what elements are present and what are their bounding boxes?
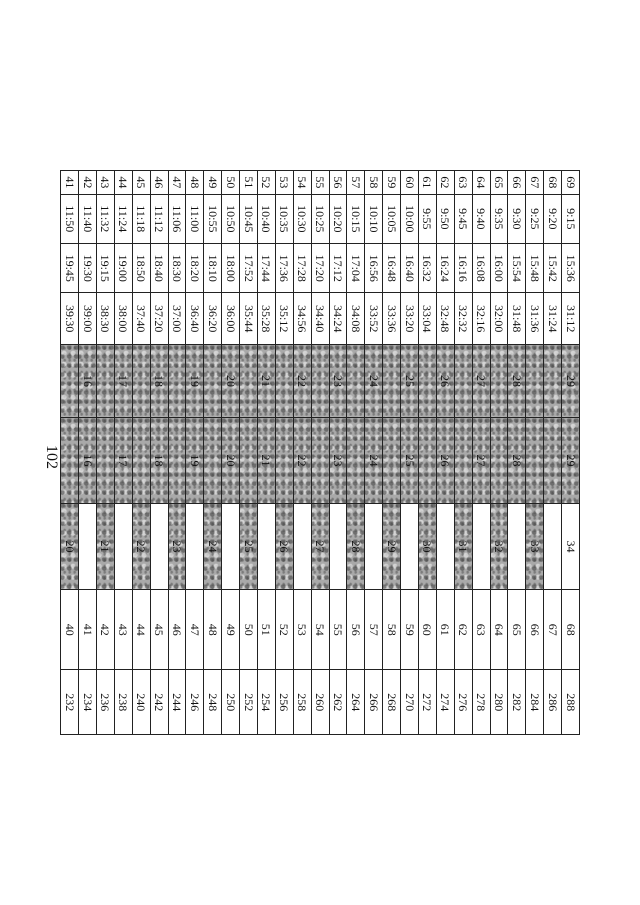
time-1-cell: 10:35 [275, 194, 293, 243]
time-2-cell: 18:00 [222, 244, 240, 293]
points-cell: 284 [526, 670, 544, 735]
score-a-cell [418, 345, 436, 418]
score-c-cell: 20 [61, 503, 79, 589]
points-cell: 258 [293, 670, 311, 735]
time-3-cell: 34:40 [311, 293, 329, 345]
time-3-cell: 32:32 [454, 293, 472, 345]
time-3-cell: 31:48 [508, 293, 526, 345]
score-table [60, 170, 580, 735]
score-d-cell: 58 [383, 589, 401, 670]
score-a-cell: 25 [401, 345, 419, 418]
points-cell: 236 [96, 670, 114, 735]
time-1-cell: 11:40 [79, 194, 97, 243]
score-a-cell [544, 345, 562, 418]
score-a-cell [132, 345, 150, 418]
row-number-cell: 54 [293, 171, 311, 195]
score-c-cell: 27 [311, 503, 329, 589]
score-a-cell: 16 [79, 345, 97, 418]
time-1-cell: 11:50 [61, 194, 79, 243]
points-cell: 288 [562, 670, 580, 735]
score-b-cell [168, 418, 186, 504]
score-b-cell: 22 [293, 418, 311, 504]
score-c-cell [401, 503, 419, 589]
score-a-cell [383, 345, 401, 418]
row-number-cell: 63 [454, 171, 472, 195]
score-a-cell [96, 345, 114, 418]
score-b-cell: 25 [401, 418, 419, 504]
table-row [168, 171, 186, 735]
table-row [79, 171, 97, 735]
table-row [150, 171, 168, 735]
score-d-cell: 49 [222, 589, 240, 670]
row-number-cell: 55 [311, 171, 329, 195]
score-d-cell: 40 [61, 589, 79, 670]
time-1-cell: 10:00 [401, 194, 419, 243]
score-c-cell [79, 503, 97, 589]
time-3-cell: 38:30 [96, 293, 114, 345]
time-1-cell: 10:10 [365, 194, 383, 243]
points-cell: 254 [257, 670, 275, 735]
score-d-cell: 43 [114, 589, 132, 670]
time-2-cell: 15:54 [508, 244, 526, 293]
row-number-cell: 66 [508, 171, 526, 195]
score-table-rotated [60, 170, 580, 735]
time-1-cell: 10:45 [240, 194, 258, 243]
time-2-cell: 16:32 [418, 244, 436, 293]
points-cell: 252 [240, 670, 258, 735]
time-3-cell: 37:20 [150, 293, 168, 345]
score-b-cell: 27 [472, 418, 490, 504]
row-number-cell: 50 [222, 171, 240, 195]
row-number-cell: 65 [490, 171, 508, 195]
score-c-cell: 29 [383, 503, 401, 589]
row-number-cell: 68 [544, 171, 562, 195]
score-d-cell: 50 [240, 589, 258, 670]
time-1-cell: 9:20 [544, 194, 562, 243]
score-c-cell: 34 [562, 503, 580, 589]
score-a-cell: 18 [150, 345, 168, 418]
row-number-cell: 67 [526, 171, 544, 195]
time-2-cell: 17:28 [293, 244, 311, 293]
score-c-cell [293, 503, 311, 589]
score-table-container [60, 170, 580, 735]
time-1-cell: 10:50 [222, 194, 240, 243]
row-number-cell: 46 [150, 171, 168, 195]
score-d-cell: 47 [186, 589, 204, 670]
row-number-cell: 47 [168, 171, 186, 195]
points-cell: 250 [222, 670, 240, 735]
table-row [418, 171, 436, 735]
score-b-cell [204, 418, 222, 504]
time-2-cell: 16:16 [454, 244, 472, 293]
time-1-cell: 9:55 [418, 194, 436, 243]
score-d-cell: 41 [79, 589, 97, 670]
time-2-cell: 17:36 [275, 244, 293, 293]
score-d-cell: 62 [454, 589, 472, 670]
points-cell: 262 [329, 670, 347, 735]
score-b-cell [347, 418, 365, 504]
time-1-cell: 9:45 [454, 194, 472, 243]
score-a-cell [61, 345, 79, 418]
time-3-cell: 32:48 [436, 293, 454, 345]
row-number-cell: 49 [204, 171, 222, 195]
time-2-cell: 19:15 [96, 244, 114, 293]
score-b-cell [454, 418, 472, 504]
score-b-cell [61, 418, 79, 504]
row-number-cell: 60 [401, 171, 419, 195]
time-3-cell: 33:36 [383, 293, 401, 345]
score-d-cell: 46 [168, 589, 186, 670]
time-3-cell: 37:00 [168, 293, 186, 345]
points-cell: 264 [347, 670, 365, 735]
score-a-cell: 22 [293, 345, 311, 418]
time-2-cell: 18:50 [132, 244, 150, 293]
score-c-cell: 31 [454, 503, 472, 589]
score-a-cell: 23 [329, 345, 347, 418]
score-a-cell: 26 [436, 345, 454, 418]
score-a-cell: 20 [222, 345, 240, 418]
row-number-cell: 58 [365, 171, 383, 195]
time-2-cell: 15:36 [562, 244, 580, 293]
time-1-cell: 9:35 [490, 194, 508, 243]
time-3-cell: 38:00 [114, 293, 132, 345]
row-number-cell: 43 [96, 171, 114, 195]
score-d-cell: 57 [365, 589, 383, 670]
score-b-cell [240, 418, 258, 504]
score-d-cell: 59 [401, 589, 419, 670]
score-c-cell [114, 503, 132, 589]
row-number-cell: 41 [61, 171, 79, 195]
points-cell: 272 [418, 670, 436, 735]
time-3-cell: 37:40 [132, 293, 150, 345]
points-cell: 240 [132, 670, 150, 735]
score-c-cell: 30 [418, 503, 436, 589]
score-d-cell: 48 [204, 589, 222, 670]
score-c-cell [436, 503, 454, 589]
time-1-cell: 9:40 [472, 194, 490, 243]
table-row [132, 171, 150, 735]
score-b-cell [275, 418, 293, 504]
score-b-cell: 26 [436, 418, 454, 504]
time-2-cell: 18:30 [168, 244, 186, 293]
row-number-cell: 57 [347, 171, 365, 195]
row-number-cell: 42 [79, 171, 97, 195]
table-row [562, 171, 580, 735]
score-a-cell [347, 345, 365, 418]
table-row [544, 171, 562, 735]
time-1-cell: 10:15 [347, 194, 365, 243]
time-2-cell: 17:44 [257, 244, 275, 293]
table-row [257, 171, 275, 735]
table-row [240, 171, 258, 735]
time-3-cell: 31:24 [544, 293, 562, 345]
points-cell: 238 [114, 670, 132, 735]
score-b-cell [383, 418, 401, 504]
time-1-cell: 11:24 [114, 194, 132, 243]
score-c-cell: 26 [275, 503, 293, 589]
table-row [436, 171, 454, 735]
score-a-cell [275, 345, 293, 418]
row-number-cell: 69 [562, 171, 580, 195]
time-1-cell: 10:55 [204, 194, 222, 243]
time-3-cell: 39:00 [79, 293, 97, 345]
score-b-cell: 29 [562, 418, 580, 504]
points-cell: 266 [365, 670, 383, 735]
points-cell: 278 [472, 670, 490, 735]
row-number-cell: 44 [114, 171, 132, 195]
time-2-cell: 16:40 [401, 244, 419, 293]
points-cell: 270 [401, 670, 419, 735]
points-cell: 268 [383, 670, 401, 735]
table-row [186, 171, 204, 735]
score-d-cell: 44 [132, 589, 150, 670]
table-row [114, 171, 132, 735]
table-row [329, 171, 347, 735]
page-number: 102 [43, 445, 60, 469]
row-number-cell: 48 [186, 171, 204, 195]
time-3-cell: 33:52 [365, 293, 383, 345]
score-b-cell: 18 [150, 418, 168, 504]
score-c-cell [544, 503, 562, 589]
time-2-cell: 17:04 [347, 244, 365, 293]
table-row [204, 171, 222, 735]
time-2-cell: 17:52 [240, 244, 258, 293]
score-c-cell: 21 [96, 503, 114, 589]
row-number-cell: 61 [418, 171, 436, 195]
table-row [293, 171, 311, 735]
score-a-cell: 19 [186, 345, 204, 418]
time-3-cell: 32:16 [472, 293, 490, 345]
row-number-cell: 45 [132, 171, 150, 195]
time-3-cell: 31:12 [562, 293, 580, 345]
score-d-cell: 42 [96, 589, 114, 670]
table-row [490, 171, 508, 735]
score-a-cell [526, 345, 544, 418]
row-number-cell: 62 [436, 171, 454, 195]
time-1-cell: 11:06 [168, 194, 186, 243]
score-d-cell: 63 [472, 589, 490, 670]
time-3-cell: 34:08 [347, 293, 365, 345]
time-2-cell: 18:40 [150, 244, 168, 293]
score-b-cell [544, 418, 562, 504]
time-2-cell: 17:12 [329, 244, 347, 293]
score-d-cell: 65 [508, 589, 526, 670]
score-b-cell: 21 [257, 418, 275, 504]
score-a-cell [168, 345, 186, 418]
table-row [401, 171, 419, 735]
time-3-cell: 35:44 [240, 293, 258, 345]
score-b-cell [132, 418, 150, 504]
score-b-cell: 17 [114, 418, 132, 504]
score-a-cell: 17 [114, 345, 132, 418]
score-d-cell: 56 [347, 589, 365, 670]
points-cell: 260 [311, 670, 329, 735]
row-number-cell: 56 [329, 171, 347, 195]
score-a-cell: 28 [508, 345, 526, 418]
time-3-cell: 36:20 [204, 293, 222, 345]
row-number-cell: 64 [472, 171, 490, 195]
table-row [222, 171, 240, 735]
time-2-cell: 15:48 [526, 244, 544, 293]
time-3-cell: 39:30 [61, 293, 79, 345]
time-2-cell: 18:10 [204, 244, 222, 293]
time-1-cell: 10:20 [329, 194, 347, 243]
score-b-cell [490, 418, 508, 504]
score-a-cell: 24 [365, 345, 383, 418]
score-c-cell [508, 503, 526, 589]
score-c-cell [472, 503, 490, 589]
points-cell: 232 [61, 670, 79, 735]
score-d-cell: 55 [329, 589, 347, 670]
table-row [61, 171, 79, 735]
score-a-cell: 27 [472, 345, 490, 418]
points-cell: 256 [275, 670, 293, 735]
score-d-cell: 45 [150, 589, 168, 670]
table-row [526, 171, 544, 735]
score-d-cell: 68 [562, 589, 580, 670]
score-d-cell: 64 [490, 589, 508, 670]
score-a-cell [490, 345, 508, 418]
time-1-cell: 9:15 [562, 194, 580, 243]
score-b-cell: 20 [222, 418, 240, 504]
time-3-cell: 31:36 [526, 293, 544, 345]
score-table-body [61, 171, 580, 735]
score-b-cell [418, 418, 436, 504]
time-3-cell: 34:56 [293, 293, 311, 345]
table-row [472, 171, 490, 735]
score-b-cell [96, 418, 114, 504]
score-c-cell [329, 503, 347, 589]
time-2-cell: 17:20 [311, 244, 329, 293]
score-b-cell [526, 418, 544, 504]
score-c-cell: 24 [204, 503, 222, 589]
score-d-cell: 52 [275, 589, 293, 670]
score-b-cell: 19 [186, 418, 204, 504]
score-c-cell [186, 503, 204, 589]
table-row [365, 171, 383, 735]
time-2-cell: 19:45 [61, 244, 79, 293]
time-1-cell: 11:00 [186, 194, 204, 243]
row-number-cell: 59 [383, 171, 401, 195]
time-3-cell: 32:00 [490, 293, 508, 345]
points-cell: 282 [508, 670, 526, 735]
score-d-cell: 66 [526, 589, 544, 670]
score-d-cell: 51 [257, 589, 275, 670]
time-3-cell: 36:40 [186, 293, 204, 345]
row-number-cell: 52 [257, 171, 275, 195]
score-b-cell: 23 [329, 418, 347, 504]
time-2-cell: 16:56 [365, 244, 383, 293]
points-cell: 280 [490, 670, 508, 735]
points-cell: 234 [79, 670, 97, 735]
score-b-cell: 28 [508, 418, 526, 504]
score-c-cell: 25 [240, 503, 258, 589]
points-cell: 276 [454, 670, 472, 735]
time-2-cell: 16:00 [490, 244, 508, 293]
table-row [275, 171, 293, 735]
time-3-cell: 33:20 [401, 293, 419, 345]
row-number-cell: 53 [275, 171, 293, 195]
time-1-cell: 10:05 [383, 194, 401, 243]
time-1-cell: 10:40 [257, 194, 275, 243]
score-a-cell: 21 [257, 345, 275, 418]
score-a-cell: 29 [562, 345, 580, 418]
score-c-cell: 28 [347, 503, 365, 589]
table-row [311, 171, 329, 735]
points-cell: 244 [168, 670, 186, 735]
time-3-cell: 36:00 [222, 293, 240, 345]
time-2-cell: 19:00 [114, 244, 132, 293]
score-b-cell [311, 418, 329, 504]
score-c-cell: 22 [132, 503, 150, 589]
time-1-cell: 9:25 [526, 194, 544, 243]
score-c-cell [222, 503, 240, 589]
score-c-cell: 23 [168, 503, 186, 589]
score-d-cell: 60 [418, 589, 436, 670]
score-c-cell [150, 503, 168, 589]
table-row [347, 171, 365, 735]
score-a-cell [454, 345, 472, 418]
time-2-cell: 16:24 [436, 244, 454, 293]
score-a-cell [204, 345, 222, 418]
time-1-cell: 11:32 [96, 194, 114, 243]
points-cell: 242 [150, 670, 168, 735]
table-row [96, 171, 114, 735]
time-1-cell: 11:12 [150, 194, 168, 243]
score-d-cell: 53 [293, 589, 311, 670]
time-3-cell: 35:12 [275, 293, 293, 345]
score-d-cell: 67 [544, 589, 562, 670]
score-c-cell [365, 503, 383, 589]
time-1-cell: 10:25 [311, 194, 329, 243]
time-2-cell: 18:20 [186, 244, 204, 293]
time-1-cell: 9:30 [508, 194, 526, 243]
time-1-cell: 9:50 [436, 194, 454, 243]
table-row [454, 171, 472, 735]
score-a-cell [240, 345, 258, 418]
score-b-cell: 24 [365, 418, 383, 504]
table-row [508, 171, 526, 735]
points-cell: 286 [544, 670, 562, 735]
points-cell: 246 [186, 670, 204, 735]
time-3-cell: 35:28 [257, 293, 275, 345]
time-1-cell: 11:18 [132, 194, 150, 243]
score-c-cell: 32 [490, 503, 508, 589]
time-1-cell: 10:30 [293, 194, 311, 243]
points-cell: 248 [204, 670, 222, 735]
points-cell: 274 [436, 670, 454, 735]
score-d-cell: 54 [311, 589, 329, 670]
row-number-cell: 51 [240, 171, 258, 195]
time-2-cell: 19:30 [79, 244, 97, 293]
time-2-cell: 16:08 [472, 244, 490, 293]
table-row [383, 171, 401, 735]
score-a-cell [311, 345, 329, 418]
score-d-cell: 61 [436, 589, 454, 670]
score-c-cell [257, 503, 275, 589]
time-2-cell: 16:48 [383, 244, 401, 293]
score-b-cell: 16 [79, 418, 97, 504]
time-3-cell: 33:04 [418, 293, 436, 345]
score-c-cell: 33 [526, 503, 544, 589]
time-2-cell: 15:42 [544, 244, 562, 293]
time-3-cell: 34:24 [329, 293, 347, 345]
